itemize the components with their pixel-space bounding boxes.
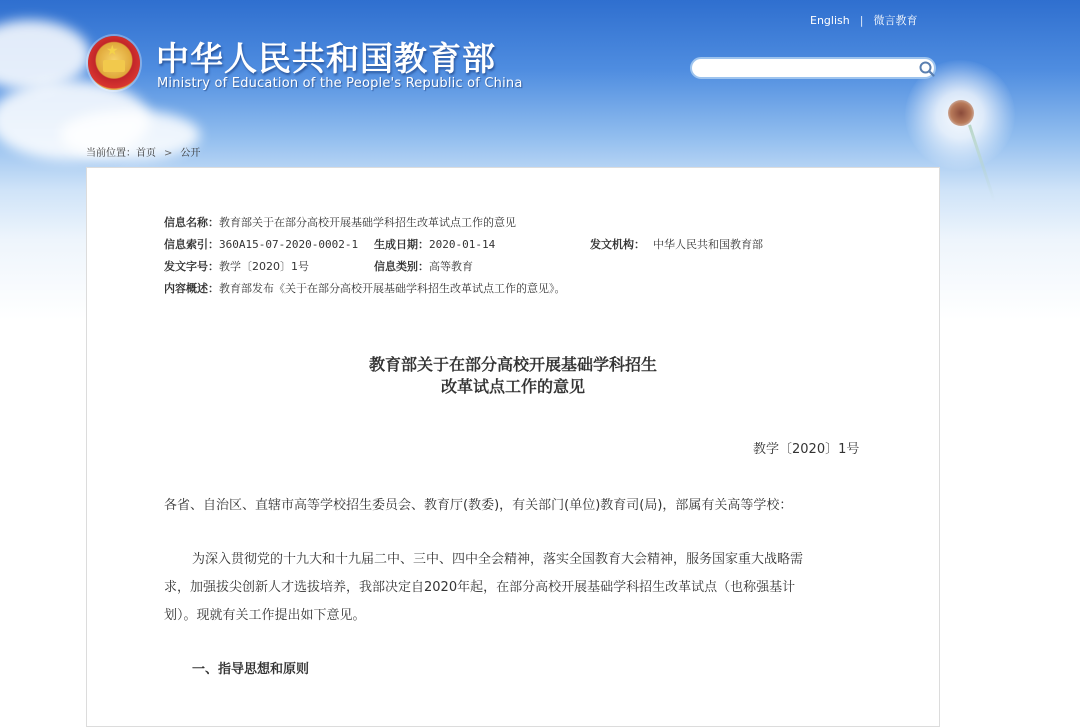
meta-date-value: 2020-01-14 xyxy=(429,238,496,251)
section-heading: 一、指导思想和原则 xyxy=(192,662,310,677)
breadcrumb xyxy=(86,144,200,159)
search-input[interactable] xyxy=(702,61,916,81)
meta-doc-value: 教学〔2020〕1号 xyxy=(219,260,309,273)
site-title[interactable]: 中华人民共和国教育部 xyxy=(156,39,496,78)
emblem-logo[interactable] xyxy=(88,36,140,90)
article-paragraph-line: 求，加强拔尖创新人才选拔培养，我部决定自2020年起，在部分高校开展基础学科招生改革试点（也称强基计 xyxy=(164,580,796,595)
meta-category-label: 信息类别： xyxy=(374,260,429,273)
meta-docnum xyxy=(164,258,309,274)
meta-category xyxy=(374,258,473,274)
meta-org xyxy=(590,236,763,252)
meta-name-label: 信息名称： xyxy=(164,216,219,229)
meta-index-label: 信息索引： xyxy=(164,238,219,251)
meta-name-value: 教育部关于在部分高校开展基础学科招生改革试点工作的意见 xyxy=(219,216,516,229)
article-title-line1: 教育部关于在部分高校开展基础学科招生 xyxy=(368,355,657,374)
weibo-link[interactable]: 微言教育 xyxy=(873,14,918,27)
meta-index-value: 360A15-07-2020-0002-1 xyxy=(219,238,359,251)
breadcrumb-home-link[interactable]: 首页 xyxy=(136,148,156,159)
search-icon[interactable] xyxy=(918,60,936,78)
meta-doc-label: 发文字号： xyxy=(164,260,219,273)
article-salutation: 各省、自治区、直辖市高等学校招生委员会、教育厅(教委)，有关部门(单位)教育司(局)，部属有关高等学校： xyxy=(164,498,793,513)
meta-row-index-label xyxy=(164,236,358,252)
article-doc-number: 教学〔2020〕1号 xyxy=(753,442,860,457)
star-icon: ★ xyxy=(106,43,119,59)
meta-summary xyxy=(164,280,566,296)
meta-date xyxy=(374,236,495,252)
link-separator: | xyxy=(859,14,864,27)
tiananmen-icon xyxy=(103,60,125,72)
breadcrumb-arrow: > xyxy=(164,148,173,159)
search-box xyxy=(690,57,936,79)
breadcrumb-prefix: 当前位置： xyxy=(86,148,136,159)
english-link[interactable]: English xyxy=(810,14,850,27)
meta-date-label: 生成日期： xyxy=(374,238,429,251)
article-paragraph-line: 划）。现就有关工作提出如下意见。 xyxy=(164,608,366,623)
article-title-line2: 改革试点工作的意见 xyxy=(440,377,585,396)
breadcrumb-current[interactable]: 公开 xyxy=(180,148,201,159)
top-links xyxy=(810,12,917,28)
meta-row-name xyxy=(164,214,516,230)
dandelion-core-decoration xyxy=(948,100,974,126)
meta-org-label: 发文机构： xyxy=(590,238,645,251)
meta-org-value: 中华人民共和国教育部 xyxy=(653,238,763,251)
meta-category-value: 高等教育 xyxy=(429,260,473,273)
site-subtitle: Ministry of Education of the People's Republic of China xyxy=(157,76,523,91)
meta-summary-label: 内容概述： xyxy=(164,282,219,295)
meta-summary-value: 教育部发布《关于在部分高校开展基础学科招生改革试点工作的意见》。 xyxy=(219,282,566,295)
article-paragraph-line: 为深入贯彻党的十九大和十九届二中、三中、四中全会精神，落实全国教育大会精神，服务国家重大战略需 xyxy=(192,552,804,567)
